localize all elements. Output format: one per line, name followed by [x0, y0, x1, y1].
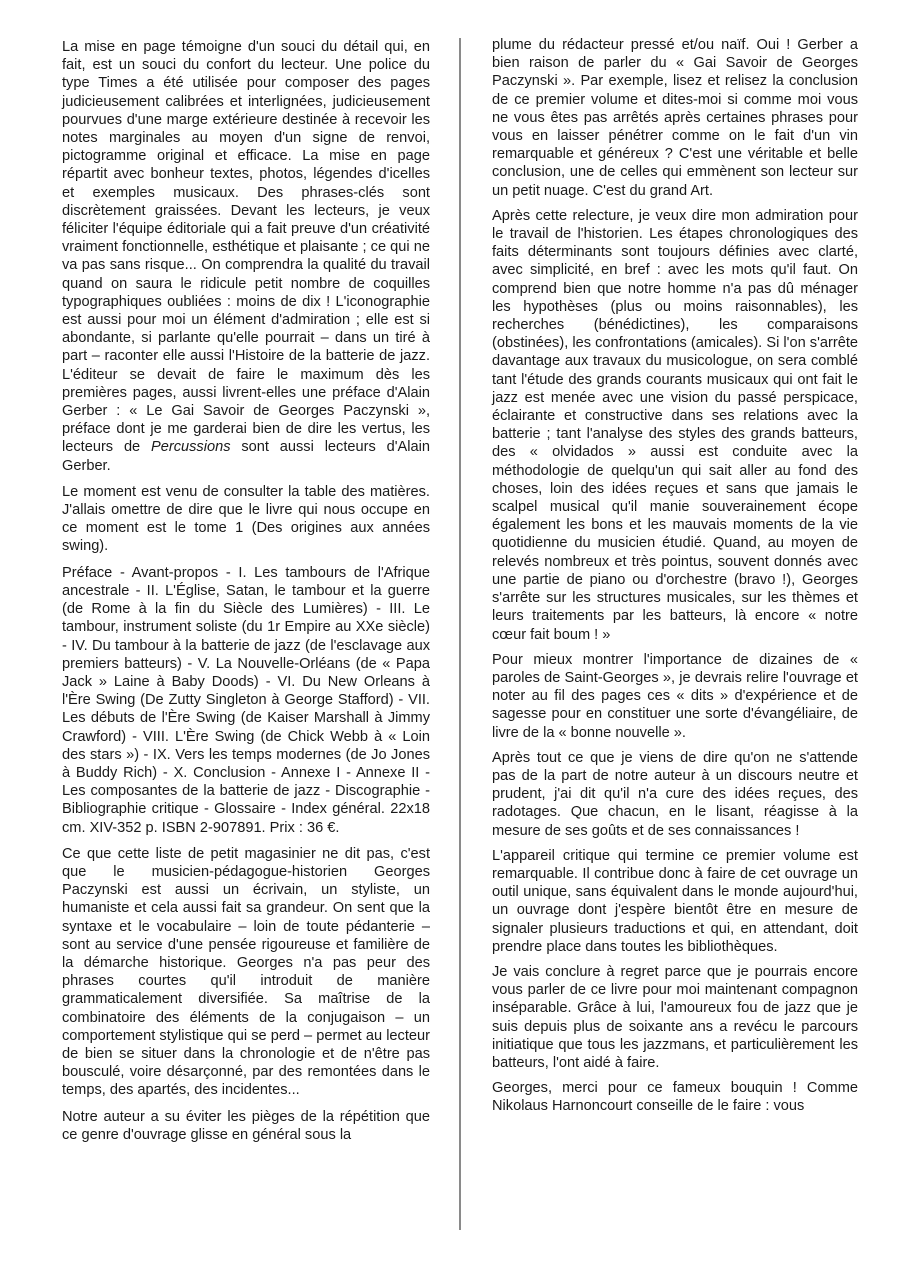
left-column — [62, 38, 430, 1144]
paragraph-repetition: Notre auteur a su éviter les pièges de la répétition que ce genre d'ouvrage glisse en général sous la — [62, 1108, 430, 1143]
paragraph-layout-text: La mise en page témoigne d'un souci du détail qui, en fait, est un souci du confort du lecteur. Une police du type Times a été utilisée pour composer des pages judicieusement calibrées et interlignées, judicieusement pourvues d'une marge extérieure destinée à recevoir les notes marginales au moyen d'un signe de renvoi, pictogramme original et efficace. La mise en page répartit avec bonheur textes, photos, légendes d'icelles et exemples musicaux. Des phrases-clés sont discrètement graissées. Devant les lecteurs, je veux féliciter l'équipe éditoriale qui a fait preuve d'un créativité vraiment fonctionnelle, esthétique et plaisante ; ce qui ne va pas sans risque... On comprendra la qualité du travail quand on saura le ridicule petit nombre de coquilles typographiques oubliées : moins de dix ! L'iconographie est aussi pour moi un élément d'admiration ; elle est si abondante, si parlante qu'elle pourrait – dans un tiré à part – raconter elle aussi l'Histoire de la batterie de jazz. L'éditeur se devait de faire le maximum dès les premières pages, aussi livrent-elles une préface d'Alain Gerber : « Le Gai Savoir de Georges Paczynski », préface dont je me garderai bien de dire les vertus, les lecteurs de — [62, 39, 430, 456]
paragraph-conclusion: Je vais conclure à regret parce que je pourrais encore vous parler de ce livre pour moi maintenant compagnon inséparable. Grâce à lui, l'amoureux fou de jazz que je suis depuis plus de soixante ans a revécu le parcours initiatique que tous les jazzmans, et particulièrement les batteurs, l'ont aidé à faire. — [492, 963, 858, 1071]
paragraph-historian: Après cette relecture, je veux dire mon admiration pour le travail de l'historien. Les étapes chronologiques des faits déterminants sont toujours définies avec clarté, avec simplicité, en bref : avec les mots qu'il faut. On comprend bien que notre homme n'a pas dû ménager les hypothèses (plus ou moins raisonnables), les recherches (bénédictines), les comparaisons (obstinées), les confrontations (amicales). Si l'on s'arrête davantage aux travaux du musicologue, on sera comblé tant l'étude des grands courants musicaux qui ont fait le jazz est menée avec une vision du passé perspicace, éclairante et constructive dans ses relations avec la batterie ; tant l'analyse des styles des grands batteurs, des « olvidados » aussi est conduite avec la méthodologie de quelqu'un qui sait aller au fond des choses, loin des idées reçues et sans que jamais le scalpel musical qu'il manie souverainement écope également les bons et les mauvais moments de la vie quotidienne du musicien étudié. Quand, au moyen de relevés nombreux et très pointus, souvent donnés avec une partie de piano ou d'orchestre (bravo !), Georges s'arrête sur les structures musicales, sur les thèmes et leurs traitements par les batteurs, là encore « notre cœur fait boum ! » — [492, 207, 858, 643]
paragraph-layout — [62, 38, 430, 475]
paragraph-saint-georges: Pour mieux montrer l'importance de dizaines de « paroles de Saint-Georges », je devrais relire l'ouvrage et noter au fil des pages ces « dits » d'expérience et de sagesse pour en constituer une sorte d'évangéliaire, de livre de la « bonne nouvelle ». — [492, 651, 858, 741]
column-divider — [459, 38, 461, 1230]
paragraph-gai-savoir: plume du rédacteur pressé et/ou naïf. Oui ! Gerber a bien raison de parler du « Gai Savoir de Georges Paczynski ». Par exemple, lisez et relisez la conclusion de ce premier volume et dites-moi si comme moi vous ne vous êtes pas arrêtés après certaines phrases pour vous en laisser pénétrer comme on le fait d'un vin remarquable et généreux ? C'est une véritable et belle conclusion, une de celles qui emmènent son lecteur sur un petit nuage. C'est du grand Art. — [492, 37, 858, 199]
paragraph-author-style: Ce que cette liste de petit magasinier ne dit pas, c'est que le musicien-pédagogue-historien Georges Paczynski est aussi un écrivain, un styliste, un humaniste et cela aussi fait sa grandeur. On sent que la syntaxe et le vocabulaire – loin de toute pédanterie – sont au service d'une pensée rigoureuse et familière de la démarche historique. Georges n'a pas peur des phrases courtes qu'il introduit de manière grammaticalement diversifiée. Sa maîtrise de la combinatoire des éléments de la conjugaison – un comportement stylistique qui se perd – permet au lecteur de bien se situer dans la chronologie et de n'être pas bousculé, voire désarçonné, par des remontées dans le temps, des apartés, des incidentes... — [62, 845, 430, 1099]
paragraph-table-of-contents: Préface - Avant-propos - I. Les tambours de l'Afrique ancestrale - II. L'Église, Satan, le tambour et la guerre (de Rome à la fin du Siècle des Lumières) - III. Le tambour, instrument soliste (du 1r Empire au XXe siècle) - IV. Du tambour à la batterie de jazz (de l'esclavage aux premiers batteurs) - V. La Nouvelle-Orléans (de « Papa Jack » Laine à Baby Doods) - VI. Du New Orleans à l'Ère Swing (De Zutty Singleton à George Stafford) - VII. Les débuts de l'Ère Swing (de Kaiser Marshall à Jimmy Crawford) - VIII. L'Ère Swing (de Chick Webb à « Loin des stars ») - IX. Vers les temps modernes (de Jo Jones à Buddy Rich) - X. Conclusion - Annexe I - Annexe II - Les composantes de la batterie de jazz - Discographie - Bibliographie critique - Glossaire - Index général. 22x18 cm. XIV-352 p. ISBN 2-907891. Prix : 36 €. — [62, 564, 430, 836]
paragraph-layout-end: sont aussi lecteurs d'Alain Gerber. — [62, 439, 430, 474]
paragraph-neutral-discourse: Après tout ce que je viens de dire qu'on ne s'attende pas de la part de notre auteur à un discours neutre et prudent, j'ai dit qu'il n'a cure des idées reçues, des radotages. Que chacun, en le lisant, réagisse à la mesure de ses goûts et de ses connaissances ! — [492, 749, 858, 839]
paragraph-thanks: Georges, merci pour ce fameux bouquin ! Comme Nikolaus Harnoncourt conseille de le faire : vous — [492, 1080, 858, 1115]
paragraph-table-of-contents-intro: Le moment est venu de consulter la table des matières. J'allais omettre de dire que le livre qui nous occupe en ce moment est le tome 1 (Des origines aux années swing). — [62, 483, 430, 555]
right-column — [492, 36, 858, 1123]
magazine-title-italic: Percussions — [151, 439, 231, 456]
paragraph-critical-apparatus: L'appareil critique qui termine ce premier volume est remarquable. Il contribue donc à faire de cet ouvrage un outil unique, sans équivalent dans le monde aujourd'hui, un ouvrage dont j'espère bientôt être en mesure de signaler plusieurs traductions et qui, en attendant, doit prendre place dans toutes les bibliothèques. — [492, 847, 858, 955]
